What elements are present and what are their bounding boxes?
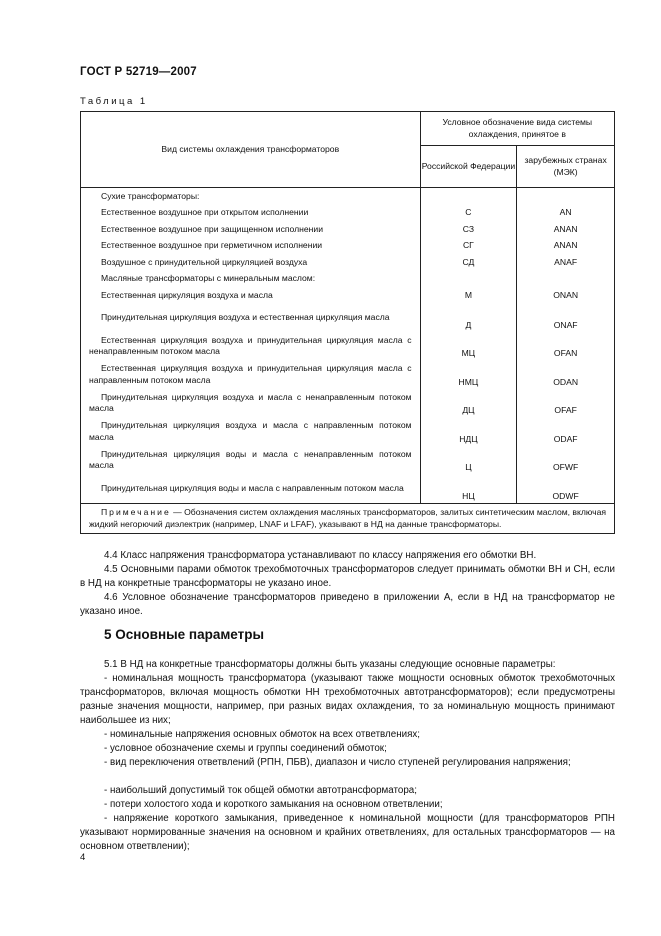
row-code-ru: Д bbox=[420, 304, 517, 333]
row-code-iec: OFWF bbox=[517, 446, 615, 475]
list-item: - номинальные напряжения основных обмоток на всех ответвлениях; bbox=[104, 729, 421, 740]
table-row bbox=[81, 221, 615, 238]
column-header-system-type: Вид системы охлаждения трансформаторов bbox=[81, 112, 421, 188]
row-name: Принудительная циркуляция воздуха и естественная циркуляция масла bbox=[81, 304, 421, 333]
row-code-iec bbox=[517, 271, 615, 288]
column-header-designation: Условное обозначение вида системы охлаждения, принятое в bbox=[420, 112, 614, 146]
paragraph-4-4: 4.4 Класс напряжения трансформатора устанавливают по классу напряжения его обмотки ВН. bbox=[104, 550, 537, 561]
row-code-ru: СД bbox=[420, 254, 517, 271]
list-item: - номинальная мощность трансформатора (указывают также мощности основных обмоток трехобмоточных трансформаторов, включая мощность обмотки НН трехобмоточных автотрансформаторов); если предусмотрены разные значения мощности, например, при разных видах охлаждения, то за номинальную мощность принимают наибольшее из них; bbox=[80, 673, 615, 726]
table-row bbox=[81, 205, 615, 222]
column-header-russia: Российской Федерации bbox=[420, 146, 517, 188]
list-item: - напряжение короткого замыкания, приведенное к номинальной мощности (для трансформаторов РПН указывают нормированные значения на основном и крайних ответвлениях, для остальных трансформаторов — на основном ответвлении); bbox=[80, 813, 615, 852]
row-name: Естественная циркуляция воздуха и принудительная циркуляция масла с направленным потоком масла bbox=[81, 361, 421, 390]
row-code-ru: НДЦ bbox=[420, 418, 517, 447]
row-code-ru: М bbox=[420, 287, 517, 304]
row-code-ru: СЗ bbox=[420, 221, 517, 238]
row-name: Естественное воздушное при защищенном исполнении bbox=[81, 221, 421, 238]
cooling-systems-table bbox=[80, 111, 615, 534]
paragraph-4-5: 4.5 Основными парами обмоток трехобмоточных трансформаторов следует принимать обмотки ВН и СН, если в НД на конкретные трансформаторы не указано иное. bbox=[80, 564, 615, 589]
row-name: Принудительная циркуляция воздуха и масла с направленным потоком масла bbox=[81, 418, 421, 447]
row-name: Естественное воздушное при герметичном исполнении bbox=[81, 238, 421, 255]
row-code-iec: ANAN bbox=[517, 221, 615, 238]
table-row bbox=[81, 389, 615, 418]
row-name: Естественная циркуляция воздуха и принудительная циркуляция масла с ненаправленным потоком масла bbox=[81, 332, 421, 361]
row-code-ru: НМЦ bbox=[420, 361, 517, 390]
row-name: Сухие трансформаторы: bbox=[81, 188, 421, 205]
table-row bbox=[81, 418, 615, 447]
page-number: 4 bbox=[80, 852, 86, 863]
row-code-iec: ODAN bbox=[517, 361, 615, 390]
table-row bbox=[81, 332, 615, 361]
table-note bbox=[81, 504, 615, 534]
row-code-ru bbox=[420, 188, 517, 205]
table-caption: Таблица 1 bbox=[80, 96, 148, 107]
table-row bbox=[81, 446, 615, 475]
row-code-iec: ONAF bbox=[517, 304, 615, 333]
paragraph-4-6: 4.6 Условное обозначение трансформаторов приведено в приложении А, если в НД на трансформатор не указано иное. bbox=[80, 592, 615, 617]
row-code-ru: МЦ bbox=[420, 332, 517, 361]
table-row bbox=[81, 361, 615, 390]
list-item: - вид переключения ответвлений (РПН, ПБВ), диапазон и число ступеней регулирования напряжения; bbox=[104, 757, 571, 768]
row-name: Масляные трансформаторы с минеральным маслом: bbox=[81, 271, 421, 288]
row-code-iec: OFAF bbox=[517, 389, 615, 418]
paragraph-5-1: 5.1 В НД на конкретные трансформаторы должны быть указаны следующие основные параметры: bbox=[104, 659, 556, 670]
row-code-ru: СГ bbox=[420, 238, 517, 255]
row-code-ru: НЦ bbox=[420, 475, 517, 504]
row-code-iec: AN bbox=[517, 205, 615, 222]
list-item: - условное обозначение схемы и группы соединений обмоток; bbox=[104, 743, 387, 754]
table-row bbox=[81, 254, 615, 271]
row-name: Воздушное с принудительной циркуляцией воздуха bbox=[81, 254, 421, 271]
table-row bbox=[81, 287, 615, 304]
row-code-ru: С bbox=[420, 205, 517, 222]
row-code-iec bbox=[517, 188, 615, 205]
list-item: - потери холостого хода и короткого замыкания на основном ответвлении; bbox=[104, 799, 443, 810]
row-name: Принудительная циркуляция воздуха и масла с ненаправленным потоком масла bbox=[81, 389, 421, 418]
table-row bbox=[81, 238, 615, 255]
note-label: Примечание bbox=[101, 507, 171, 517]
row-code-iec: ODAF bbox=[517, 418, 615, 447]
row-code-iec: ONAN bbox=[517, 287, 615, 304]
table-row bbox=[81, 188, 615, 205]
row-code-iec: OFAN bbox=[517, 332, 615, 361]
note-text: — Обозначения систем охлаждения масляных трансформаторов, залитых синтетическим маслом, включая жидкий негорючий диэлектрик (например, LNAF и LFAF), указывают в НД на данные трансформаторы. bbox=[89, 507, 607, 529]
row-name: Естественное воздушное при открытом исполнении bbox=[81, 205, 421, 222]
section-title: 5 Основные параметры bbox=[104, 627, 265, 642]
row-name: Принудительная циркуляция воды и масла с направленным потоком масла bbox=[81, 475, 421, 504]
row-code-iec: ANAN bbox=[517, 238, 615, 255]
list-item: - наибольший допустимый ток общей обмотки автотрансформатора; bbox=[104, 785, 417, 796]
standard-header: ГОСТ Р 52719—2007 bbox=[80, 66, 197, 78]
column-header-iec: зарубежных странах (МЭК) bbox=[517, 146, 615, 188]
row-code-ru bbox=[420, 271, 517, 288]
row-code-ru: ДЦ bbox=[420, 389, 517, 418]
table-row bbox=[81, 304, 615, 333]
row-code-iec: ANAF bbox=[517, 254, 615, 271]
row-code-ru: Ц bbox=[420, 446, 517, 475]
row-code-iec: ODWF bbox=[517, 475, 615, 504]
table-row bbox=[81, 475, 615, 504]
row-name: Естественная циркуляция воздуха и масла bbox=[81, 287, 421, 304]
table-row bbox=[81, 271, 615, 288]
row-name: Принудительная циркуляция воды и масла с ненаправленным потоком масла bbox=[81, 446, 421, 475]
